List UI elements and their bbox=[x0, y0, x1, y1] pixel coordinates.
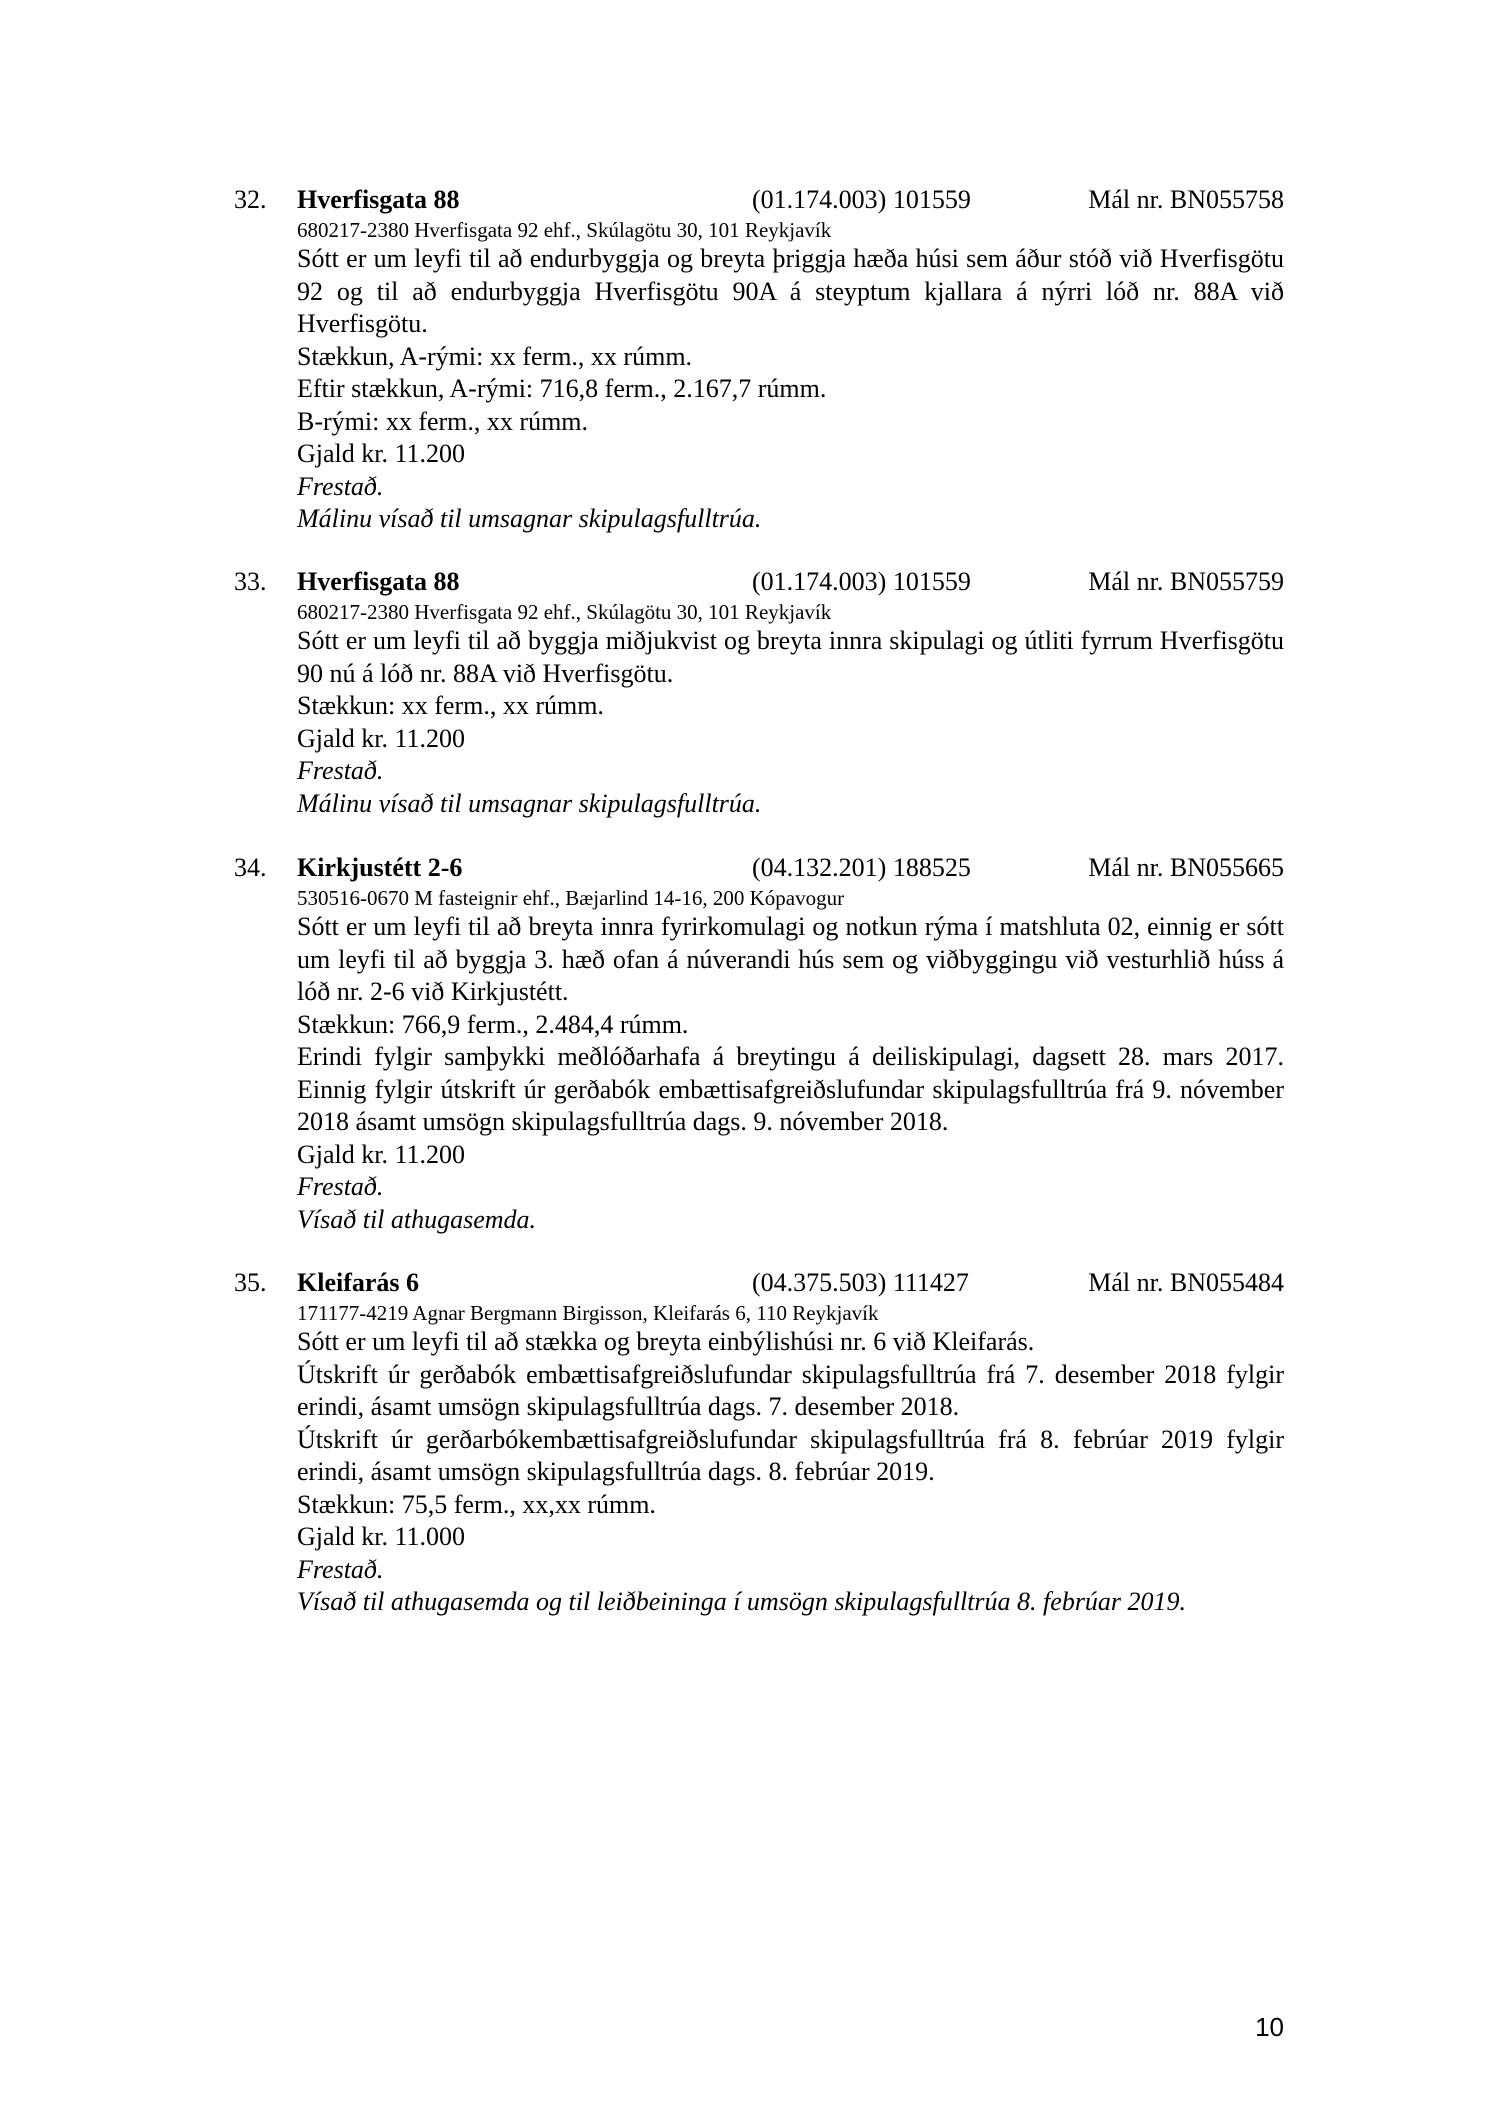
case-reference: (01.174.003) 101559 bbox=[752, 185, 971, 214]
case-reference: (04.375.503) 111427 bbox=[752, 1268, 969, 1297]
case-number: 35. bbox=[234, 1268, 267, 1297]
case-detail: Stækkun: xx ferm., xx rúmm. bbox=[297, 691, 604, 720]
case-attachment-note: Erindi fylgir samþykki meðlóðarhafa á breytingu á deiliskipulagi, dagsett 28. mars 2017. Einnig fylgir útskrift úr gerðabók embættisafgreiðslufundar skipulagsfulltrúa frá 9. nóvember 2018 ásamt umsögn skipulagsfulltrúa dags. 9. nóvember 2018. bbox=[297, 1042, 1284, 1136]
case-reference: (04.132.201) 188525 bbox=[752, 853, 971, 882]
case-applicant: 680217-2380 Hverfisgata 92 ehf., Skúlagötu 30, 101 Reykjavík bbox=[297, 218, 832, 242]
case-decision: Frestað. bbox=[297, 471, 384, 501]
case-32 bbox=[234, 183, 1284, 536]
case-description: Sótt er um leyfi til að byggja miðjukvist og breyta innra skipulagi og útliti fyrrum Hverfisgötu 90 nú á lóð nr. 88A við Hverfisgötu. bbox=[297, 626, 1284, 688]
case-description: Sótt er um leyfi til að stækka og breyta einbýlishúsi nr. 6 við Kleifarás. bbox=[297, 1327, 1035, 1356]
case-header bbox=[234, 565, 1284, 599]
case-description: Sótt er um leyfi til að breyta innra fyrirkomulagi og notkun rýma í matshluta 02, einnig er sótt um leyfi til að byggja 3. hæð ofan á núverandi hús sem og viðbyggingu við vesturhlið húss á lóð nr. 2-6 við Kirkjustétt. bbox=[297, 912, 1284, 1006]
case-detail: B-rými: xx ferm., xx rúmm. bbox=[297, 406, 589, 436]
case-body bbox=[297, 1300, 1284, 1619]
page-number: 10 bbox=[1255, 2012, 1284, 2042]
case-34 bbox=[234, 851, 1284, 1236]
case-file-number: Mál nr. BN055758 bbox=[1088, 185, 1284, 214]
case-decision: Frestað. bbox=[297, 1554, 384, 1584]
case-address: Kleifarás 6 bbox=[297, 1268, 420, 1297]
case-decision: Vísað til athugasemda. bbox=[297, 1204, 537, 1234]
case-attachment-note: Útskrift úr gerðabók embættisafgreiðslufundar skipulagsfulltrúa frá 7. desember 2018 fylgir erindi, ásamt umsögn skipulagsfulltrúa dags. 7. desember 2018. bbox=[297, 1359, 1284, 1421]
case-33 bbox=[234, 565, 1284, 820]
case-fee: Gjald kr. 11.200 bbox=[297, 439, 466, 468]
case-detail: Eftir stækkun, A-rými: 716,8 ferm., 2.167,7 rúmm. bbox=[297, 374, 827, 403]
case-body bbox=[297, 885, 1284, 1236]
case-applicant: 680217-2380 Hverfisgata 92 ehf., Skúlagötu 30, 101 Reykjavík bbox=[297, 600, 832, 624]
case-decision: Frestað. bbox=[297, 756, 384, 785]
case-body bbox=[297, 599, 1284, 820]
case-number: 33. bbox=[234, 567, 267, 596]
case-35 bbox=[234, 1266, 1284, 1619]
case-number: 32. bbox=[234, 185, 267, 214]
case-address: Hverfisgata 88 bbox=[297, 567, 460, 596]
case-address: Hverfisgata 88 bbox=[297, 185, 460, 214]
case-reference: (01.174.003) 101559 bbox=[752, 567, 971, 596]
case-fee: Gjald kr. 11.200 bbox=[297, 1139, 466, 1169]
case-description: Sótt er um leyfi til að endurbyggja og breyta þriggja hæða húsi sem áður stóð við Hverfisgötu 92 og til að endurbyggja Hverfisgötu 90A á steyptum kjallara á nýrri lóð nr. 88A við Hverfisgötu. bbox=[297, 244, 1284, 338]
case-header bbox=[234, 183, 1284, 217]
case-address: Kirkjustétt 2-6 bbox=[297, 853, 463, 882]
case-file-number: Mál nr. BN055665 bbox=[1088, 853, 1284, 882]
case-detail: Stækkun, A-rými: xx ferm., xx rúmm. bbox=[297, 341, 693, 371]
case-header bbox=[234, 851, 1284, 885]
case-body bbox=[297, 217, 1284, 536]
case-detail: Stækkun: 766,9 ferm., 2.484,4 rúmm. bbox=[297, 1009, 689, 1039]
case-header bbox=[234, 1266, 1284, 1300]
case-fee: Gjald kr. 11.200 bbox=[297, 723, 466, 753]
case-file-number: Mál nr. BN055759 bbox=[1088, 567, 1284, 596]
case-applicant: 171177-4219 Agnar Bergmann Birgisson, Kleifarás 6, 110 Reykjavík bbox=[297, 1301, 879, 1325]
case-number: 34. bbox=[234, 853, 267, 882]
case-detail: Stækkun: 75,5 ferm., xx,xx rúmm. bbox=[297, 1489, 656, 1519]
case-decision: Vísað til athugasemda og til leiðbeininga í umsögn skipulagsfulltrúa 8. febrúar 2019. bbox=[297, 1587, 1187, 1616]
case-decision: Málinu vísað til umsagnar skipulagsfulltrúa. bbox=[297, 788, 762, 818]
case-decision: Málinu vísað til umsagnar skipulagsfulltrúa. bbox=[297, 504, 762, 533]
case-file-number: Mál nr. BN055484 bbox=[1088, 1268, 1284, 1297]
case-decision: Frestað. bbox=[297, 1172, 384, 1201]
case-attachment-note: Útskrift úr gerðarbókembættisafgreiðslufundar skipulagsfulltrúa frá 8. febrúar 2019 fylgir erindi, ásamt umsögn skipulagsfulltrúa dags. 8. febrúar 2019. bbox=[297, 1424, 1284, 1486]
case-applicant: 530516-0670 M fasteignir ehf., Bæjarlind 14-16, 200 Kópavogur bbox=[297, 886, 845, 910]
case-fee: Gjald kr. 11.000 bbox=[297, 1522, 466, 1551]
